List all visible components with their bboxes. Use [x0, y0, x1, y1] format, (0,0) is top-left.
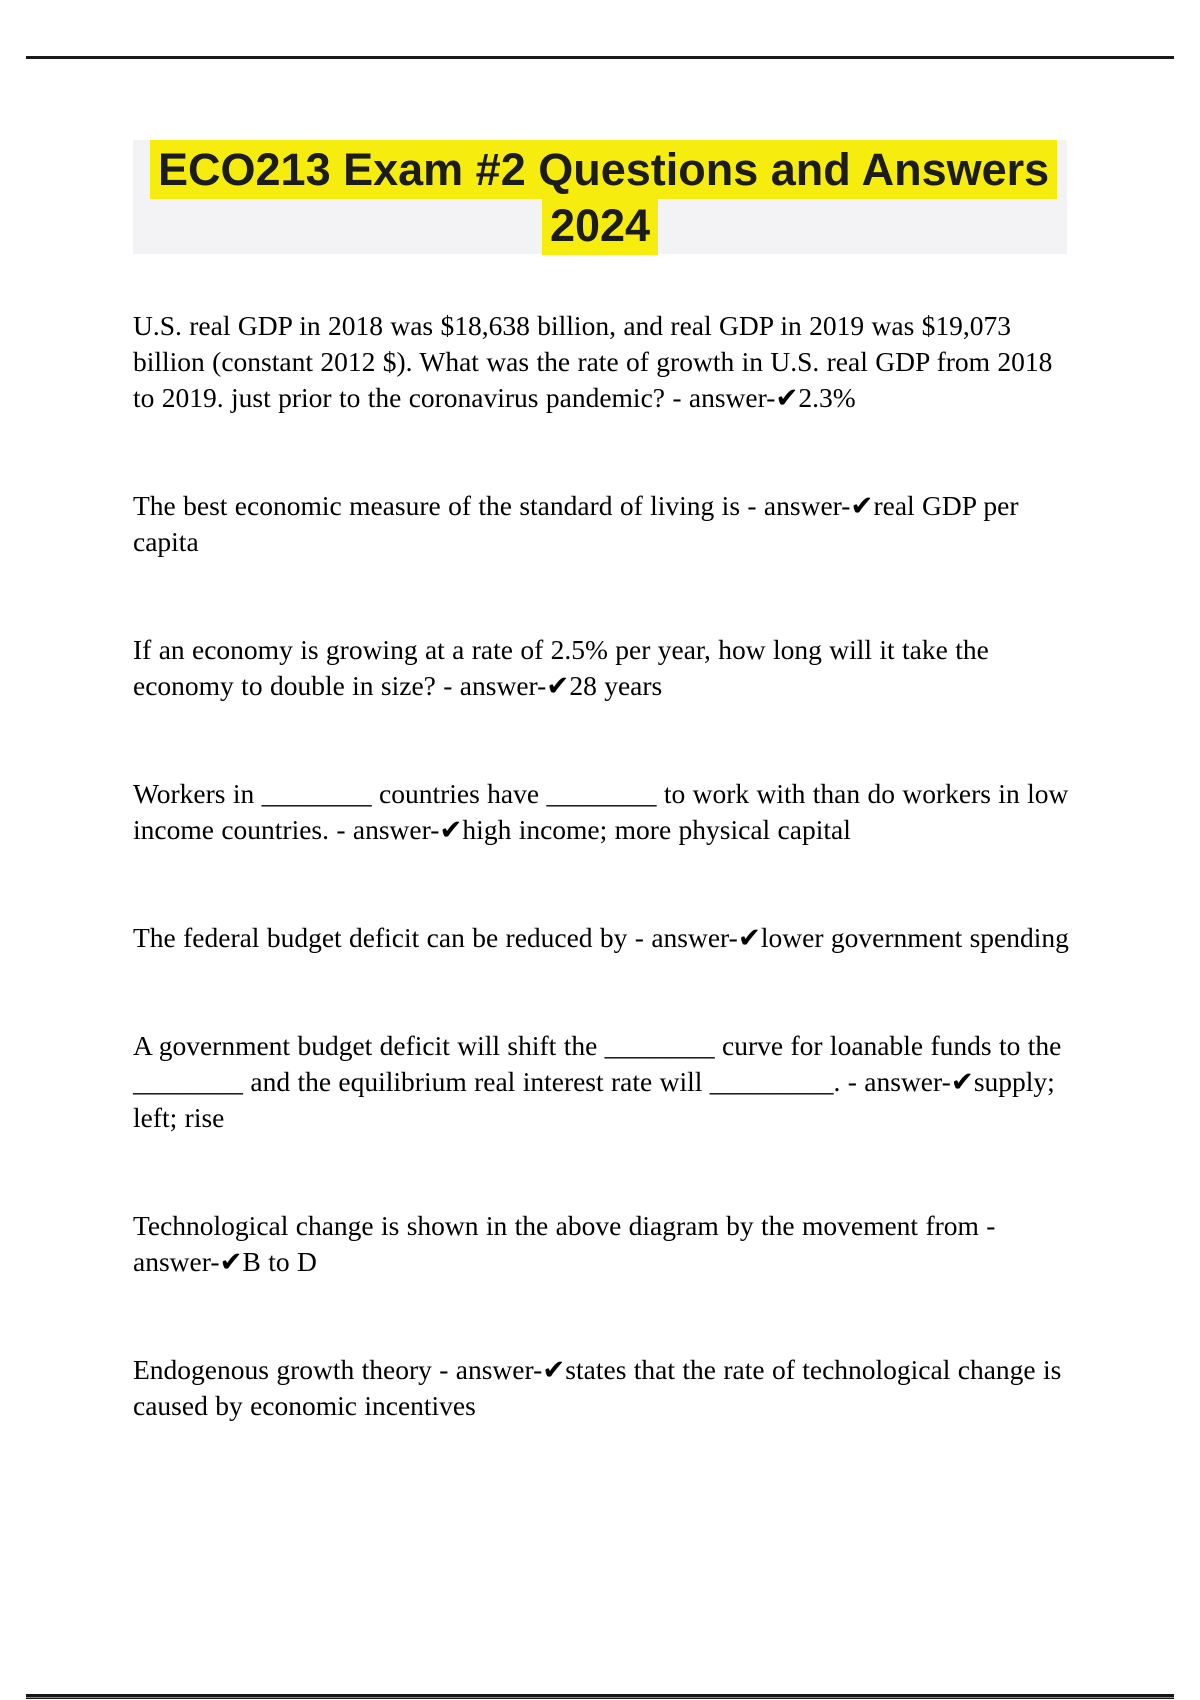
- qa-paragraph: A government budget deficit will shift the ________ curve for loanable funds to the ________ and the equilibrium real interest rate will _________. - answer-✔supply; left; rise: [133, 1030, 1062, 1133]
- qa-paragraph: U.S. real GDP in 2018 was $18,638 billion, and real GDP in 2019 was $19,073 billion (constant 2012 $). What was the rate of growth in U.S. real GDP from 2018 to 2019. just prior to the coronavirus pandemic? - answer-✔2.3%: [133, 310, 1053, 413]
- header-rule: [26, 56, 1174, 59]
- title-highlight-text: ECO213 Exam #2 Questions and Answers 2024: [150, 140, 1057, 255]
- qa-paragraph: The federal budget deficit can be reduced by - answer-✔lower government spending: [133, 922, 1069, 953]
- qa-paragraph: Endogenous growth theory - answer-✔states that the rate of technological change is caused by economic incentives: [133, 1354, 1062, 1421]
- qa-paragraph: If an economy is growing at a rate of 2.5% per year, how long will it take the economy to double in size? - answer-✔28 years: [133, 634, 989, 701]
- qa-paragraph: Workers in ________ countries have ________ to work with than do workers in low income countries. - answer-✔high income; more physical capital: [133, 778, 1069, 845]
- qa-content: [133, 308, 1078, 1496]
- title-block: [133, 140, 1067, 254]
- page-title: [150, 140, 1050, 254]
- footer-rule: [26, 1694, 1174, 1699]
- qa-paragraph: Technological change is shown in the above diagram by the movement from - answer-✔B to D: [133, 1210, 996, 1277]
- qa-paragraph: The best economic measure of the standard of living is - answer-✔real GDP per capita: [133, 490, 1019, 557]
